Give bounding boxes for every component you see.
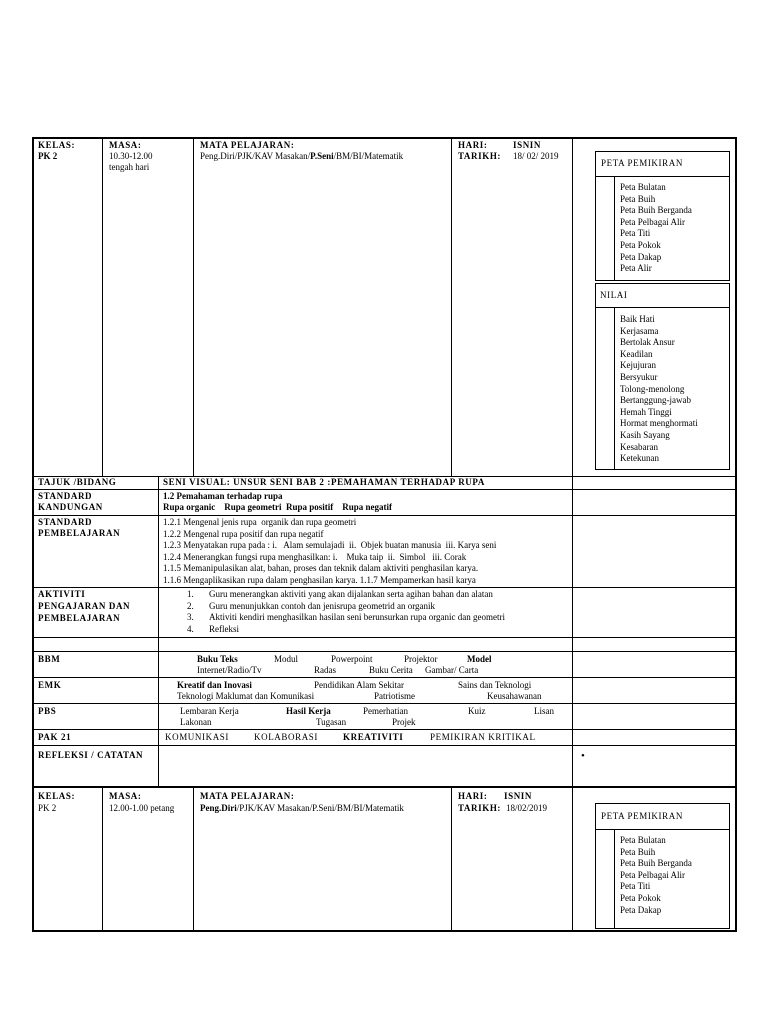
table-divider (193, 788, 194, 931)
hari-label: HARI: (458, 791, 488, 801)
emk-item: Teknologi Maklumat dan Komunikasi (177, 691, 315, 701)
subject-selected: P.Seni (310, 151, 334, 161)
table-border (32, 786, 737, 788)
list-item: 1.2.2 Mengenal rupa positif dan rupa negatif (163, 528, 324, 539)
box-divider (614, 829, 615, 929)
box-divider (595, 176, 730, 177)
aktiviti-list (209, 589, 505, 635)
bbm-item: Radas (314, 665, 336, 675)
tarikh-value: 18/ 02/ 2019 (513, 151, 559, 161)
list-item: Peta Bulatan (620, 182, 666, 192)
kelas-label: KELAS: (38, 791, 76, 801)
tarikh-label: TARIKH: (458, 803, 502, 813)
pbs-item: Projek (392, 717, 416, 727)
table-row-line (32, 745, 737, 746)
masa-value: 12.00-1.00 petang (109, 803, 175, 813)
table-divider (451, 137, 452, 477)
emk-label: EMK (38, 680, 62, 690)
tarikh-value: 18/02/2019 (506, 803, 548, 813)
list-item: Kejujuran (620, 360, 656, 371)
refleksi-bullet: • (581, 750, 585, 762)
list-number: 3. (187, 612, 194, 623)
mata-pelajaran-label: MATA PELAJARAN: (200, 791, 295, 801)
pbs-item: Tugasan (316, 717, 347, 727)
table-divider (102, 788, 103, 931)
list-item: Kerjasama (620, 325, 659, 336)
standard-kandungan-rupa: Rupa organic Rupa geometri Rupa positif Rupa negatif (163, 502, 393, 512)
table-row-line (32, 637, 737, 638)
peta-pemikiran-list (620, 182, 692, 275)
bbm-item: Modul (274, 654, 299, 664)
pbs-item: Hasil Kerja (286, 706, 331, 716)
tajuk-label: TAJUK /BIDANG (38, 477, 117, 487)
box-divider (614, 176, 615, 281)
list-item: Guru menerangkan aktiviti yang akan dijalankan serta agihan bahan dan alatan (209, 589, 493, 599)
tarikh-label: TARIKH: (458, 151, 502, 161)
standard-kandungan-label-2: KANDUNGAN (38, 502, 103, 512)
table-row-line (32, 651, 737, 652)
table-divider (102, 137, 103, 477)
list-item: Ketekunan (620, 453, 659, 464)
emk-item: Keusahawanan (487, 691, 542, 701)
list-item: Refleksi (209, 623, 239, 634)
table-border (735, 137, 737, 787)
list-item: Bertolak Ansur (620, 337, 675, 348)
bbm-item: Model (467, 654, 492, 664)
list-item: Kesabaran (620, 441, 658, 452)
standard-kandungan-title: 1.2 Pemahaman terhadap rupa (163, 491, 283, 501)
masa-label: MASA: (109, 791, 142, 801)
list-item: Peta Buih (620, 193, 656, 204)
peta-pemikiran-title: PETA PEMIKIRAN (601, 158, 683, 168)
pak21-item: KOLABORASI (254, 732, 319, 742)
list-item: Peta Pelbagai Alir (620, 869, 685, 880)
list-number: 4. (187, 623, 194, 634)
table-divider (451, 788, 452, 931)
table-row-line (32, 515, 737, 516)
list-number: 1. (187, 589, 194, 599)
list-item: Hemah Tinggi (620, 406, 672, 417)
aktiviti-label: AKTIVITI (38, 589, 86, 599)
aktiviti-label-2: PENGAJARAN DAN (38, 601, 131, 611)
list-item: Peta Titi (620, 881, 651, 892)
list-item: 1.1.5 Memanipulasikan alat, bahan, proses dan teknik dalam aktiviti penghasilan karya. (163, 563, 479, 574)
list-item: Peta Pelbagai Alir (620, 216, 685, 227)
table-row-line (32, 729, 737, 730)
pbs-item: Kuiz (468, 706, 486, 716)
standard-pembelajaran-label: STANDARD (38, 517, 93, 527)
standard-pembelajaran-label-2: PEMBELAJARAN (38, 528, 121, 538)
table-row-line (32, 703, 737, 704)
peta-pemikiran-title: PETA PEMIKIRAN (601, 811, 683, 821)
table-divider (572, 137, 573, 787)
kelas-label: KELAS: (38, 140, 76, 150)
pbs-item: Lembaran Kerja (180, 706, 239, 716)
hari-value: ISNIN (513, 140, 542, 150)
masa-value-2: tengah hari (109, 162, 150, 172)
nilai-list (620, 314, 698, 465)
bbm-item: Gambar/ Carta (425, 665, 479, 675)
tajuk-value: SENI VISUAL: UNSUR SENI BAB 2 :PEMAHAMAN TERHADAP RUPA (163, 477, 485, 487)
pak21-item: KOMUNIKASI (165, 732, 229, 742)
peta-pemikiran-list (620, 835, 692, 916)
list-number: 2. (187, 600, 194, 611)
kelas-value: PK 2 (38, 803, 57, 813)
list-item: Peta Titi (620, 228, 651, 239)
list-item: 1.2.3 Menyatakan rupa pada : i. Alam semulajadi ii. Objek buatan manusia iii. Karya seni (163, 540, 497, 551)
table-border (32, 788, 34, 932)
emk-item: Sains dan Teknologi (458, 680, 532, 690)
subject-list-pre: Peng.Diri/PJK/KAV Masakan/ (200, 151, 311, 161)
table-row-line (32, 489, 737, 490)
bbm-item: Buku Teks (197, 654, 238, 664)
subject-selected: Peng.Diri (200, 803, 237, 813)
list-item: Peta Alir (620, 263, 652, 274)
table-border (32, 137, 737, 139)
bbm-item: Internet/Radio/Tv (197, 665, 262, 675)
list-item: Peta Pokok (620, 239, 661, 250)
table-border (32, 137, 34, 787)
list-item: 1.2.4 Menerangkan fungsi rupa menghasilkan: i. Muka taip ii. Simbol iii. Corak (163, 551, 467, 562)
table-border (32, 930, 737, 932)
masa-value: 10.30-12.00 (109, 151, 153, 161)
list-item: Peta Dakap (620, 904, 662, 915)
list-item: Peta Buih Berganda (620, 858, 692, 869)
table-row-line (32, 677, 737, 678)
standard-pembelajaran-list (163, 517, 496, 587)
pbs-item: Pemerhatian (363, 706, 408, 716)
emk-item: Pendidikan Alam Sekitar (314, 680, 404, 690)
aktiviti-numbers (187, 589, 194, 635)
bbm-label: BBM (38, 654, 61, 664)
pbs-label: PBS (38, 706, 57, 716)
table-border (735, 788, 737, 932)
bbm-item: Buku Cerita (369, 665, 413, 675)
standard-kandungan-label: STANDARD (38, 491, 93, 501)
pak21-label: PAK 21 (38, 732, 72, 742)
list-item: Hormat menghormati (620, 418, 698, 429)
list-item: Aktiviti kendiri menghasilkan hasilan seni berunsurkan rupa organic dan geometri (209, 612, 506, 623)
list-item: Baik Hati (620, 314, 655, 324)
list-item: Tolong-menolong (620, 383, 685, 394)
pbs-item: Lakonan (180, 717, 212, 727)
aktiviti-label-3: PEMBELAJARAN (38, 613, 121, 623)
list-item: Peta Dakap (620, 251, 662, 262)
list-item: Bersyukur (620, 371, 658, 382)
refleksi-label: REFLEKSI / CATATAN (38, 750, 144, 760)
list-item: 1.1.6 Mengaplikasikan rupa dalam penghasilan karya. 1.1.7 Mempamerkan hasil karya (163, 574, 476, 585)
kelas-value: PK 2 (38, 151, 58, 161)
nilai-title: NILAI (600, 290, 628, 300)
box-divider (595, 829, 730, 830)
list-item: Kasih Sayang (620, 429, 670, 440)
mata-pelajaran-value (200, 151, 403, 163)
list-item: Peta Pokok (620, 892, 661, 903)
table-divider (158, 476, 159, 787)
bbm-item: Powerpoint (331, 654, 373, 664)
list-item: Guru menunjukkan contoh dan jenisrupa geometrid an organik (209, 600, 436, 611)
emk-item: Patriotisme (374, 691, 415, 701)
table-row-line (32, 587, 737, 588)
emk-item: Kreatif dan Inovasi (177, 680, 252, 690)
table-divider (193, 137, 194, 477)
list-item: Peta Buih Berganda (620, 205, 692, 216)
pak21-item: PEMIKIRAN KRITIKAL (430, 732, 536, 742)
list-item: Keadilan (620, 348, 653, 359)
mata-pelajaran-value (200, 803, 404, 815)
mata-pelajaran-label: MATA PELAJARAN: (200, 140, 295, 150)
bbm-item: Projektor (404, 654, 438, 664)
list-item: 1.2.1 Mengenal jenis rupa organik dan rupa geometri (163, 517, 357, 527)
pak21-item: KREATIVITI (343, 732, 404, 742)
hari-value: ISNIN (504, 791, 533, 801)
table-divider (572, 788, 573, 931)
subject-list-post: /BM/BI/Matematik (333, 151, 404, 161)
list-item: Peta Buih (620, 846, 656, 857)
hari-label: HARI: (458, 140, 488, 150)
pbs-item: Lisan (534, 706, 554, 716)
masa-label: MASA: (109, 140, 142, 150)
list-item: Peta Bulatan (620, 835, 666, 845)
subject-list-post: /PJK/KAV Masakan/P.Seni/BM/BI/Matematik (236, 803, 404, 813)
list-item: Bertanggung-jawab (620, 395, 691, 406)
